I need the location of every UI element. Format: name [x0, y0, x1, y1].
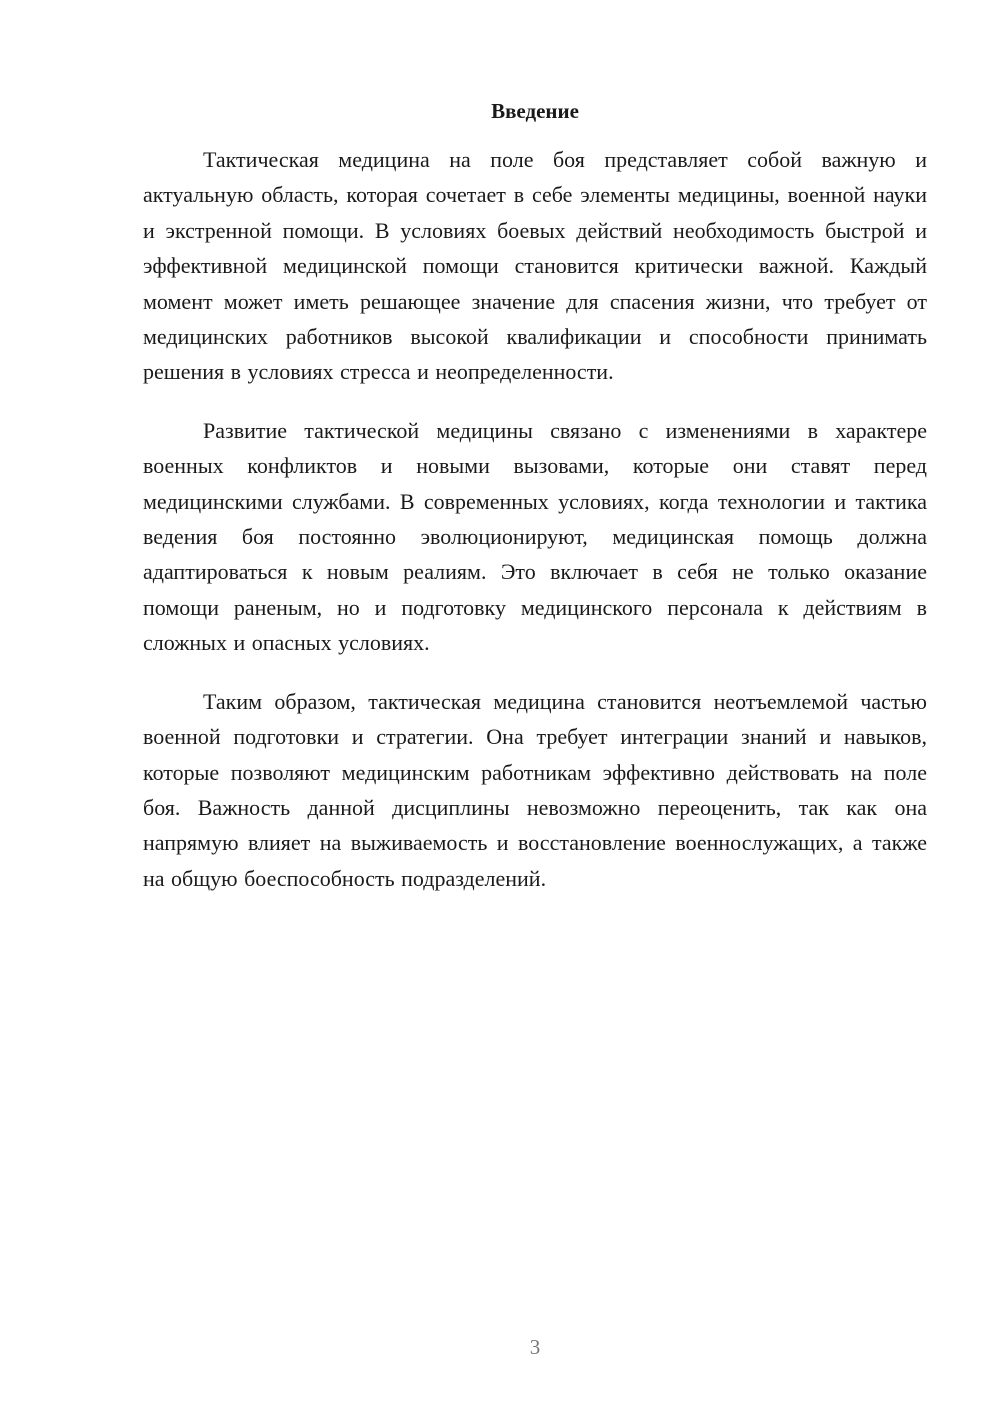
section-heading: Введение	[491, 99, 579, 123]
body-text	[143, 142, 927, 919]
page-number: 3	[529, 1335, 541, 1359]
paragraph-3: Таким образом, тактическая медицина становится неотъемлемой частью военной подготовки и стратегии. Она требует интеграции знаний и навыков, которые позволяют медицинским работникам эффективно действовать на поле боя. Важность данной дисциплины невозможно переоценить, так как она напрямую влияет на выживаемость и восстановление военнослужащих, а также на общую боеспособность подразделений.	[143, 688, 927, 891]
paragraph-1: Тактическая медицина на поле боя представляет собой важную и актуальную область, которая сочетает в себе элементы медицины, военной науки и экстренной помощи. В условиях боевых действий необходимость быстрой и эффективной медицинской помощи становится критически важной. Каждый момент может иметь решающее значение для спасения жизни, что требует от медицинских работников высокой квалификации и способности принимать решения в условиях стресса и неопределенности.	[143, 147, 927, 385]
paragraph-2: Развитие тактической медицины связано с изменениями в характере военных конфликтов и новыми вызовами, которые они ставят перед медицинскими службами. В современных условиях, когда технологии и тактика ведения боя постоянно эволюционируют, медицинская помощь должна адаптироваться к новым реалиям. Это включает в себя не только оказание помощи раненым, но и подготовку медицинского персонала к действиям в сложных и опасных условиях.	[143, 417, 927, 656]
